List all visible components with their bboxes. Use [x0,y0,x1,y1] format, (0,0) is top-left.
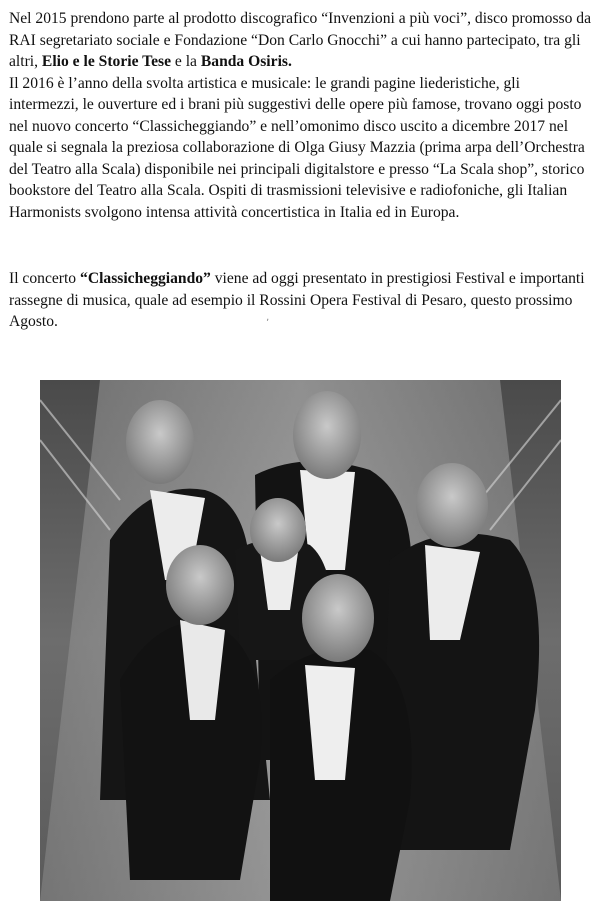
paragraph-history [9,8,593,223]
paragraph-2016: Il 2016 è l’anno della svolta artistica e musicale: le grandi pagine liederistiche, gli intermezzi, le ouverture ed i brani più suggestivi delle opere più famose, trovano oggi posto nel nuovo concerto “Classicheggiando” e nell’omonimo disco uscito a dicembre 2017 nel quale si segnala la preziosa collaborazione di Olga Giusy Mazzia (prima arpa dell’Orchestra del Teatro alla Scala) disponibile nei principali digitalstore e presso “La Scala shop”, storico bookstore del Teatro alla Scala. Ospiti di trasmissioni televisive e radiofoniche, gli Italian Harmonists svolgono intensa attività concertistica in Italia ed in Europa. [9,74,585,221]
bold-band-name: Elio e le Storie Tese [41,53,171,70]
bold-band-name: Banda Osiris. [200,53,292,70]
text-segment: Nel 2015 prendono parte al prodotto discografico “Invenzioni a più voci”, disco promosso da RAI segretariato sociale e Fondazione “Don Carlo Gnocchi” a cui hanno partecipato, tra gli altri, [9,10,592,70]
bold-concert-title: “Classicheggiando” [80,270,211,287]
text-segment: viene ad oggi presentato in prestigiosi Festival e importanti rassegne di musica, quale ad esempio il Rossini Opera Festival di Pesaro, questo prossimo Agosto. [9,270,585,330]
text-segment: Il concerto [9,270,81,287]
paragraph-concert [9,268,593,333]
group-portrait-image [40,380,561,901]
paragraph-concert-line [9,268,593,333]
scan-mark: ʼ [266,318,270,329]
text-segment: e la [171,53,201,70]
paragraph-history-line [9,8,593,73]
